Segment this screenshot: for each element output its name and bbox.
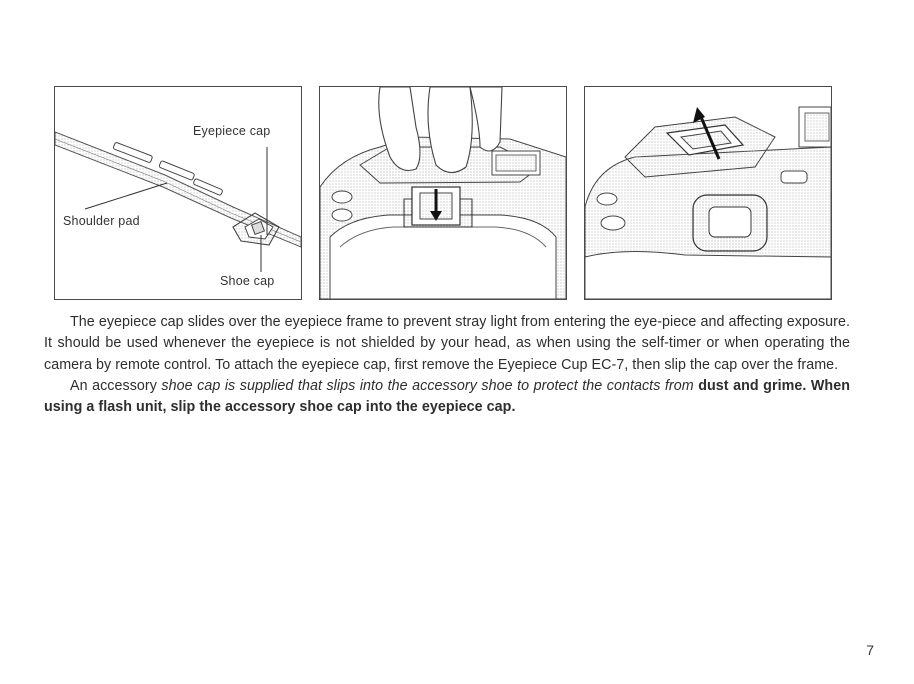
shoulder-pad-label: Shoulder pad (63, 214, 140, 228)
body-text (44, 312, 850, 418)
eyepiece-cap-in-place-illustration (584, 86, 832, 300)
eyepiece-cap-label: Eyepiece cap (193, 124, 271, 138)
shoulder-pad-leader (85, 183, 167, 209)
paragraph2-italic: shoe cap is supplied that slips into the accessory shoe to protect the contacts from (161, 377, 694, 394)
attach-drawing (320, 87, 566, 299)
strap-drawing (55, 87, 301, 299)
page-number: 7 (866, 642, 874, 658)
cap-in-place-drawing (585, 87, 831, 299)
paragraph-eyepiece-cap: The eyepiece cap slides over the eyepiece frame to prevent stray light from entering the eye-piece and affecting exposure. It should be used whenever the eyepiece is not shielded by your head, as when using the self-timer or when operating the camera by remote control. To attach the eyepiece cap, first remove the Eyepiece Cup EC-7, then slip the cap over the frame. (44, 314, 850, 373)
attach-eyepiece-cap-illustration (319, 86, 567, 300)
paragraph-shoe-cap (44, 376, 850, 419)
shoe-cap-label: Shoe cap (220, 274, 275, 288)
paragraph2-start: An accessory (70, 377, 157, 394)
strap-illustration (54, 86, 302, 300)
paragraph2-bold: dust and grime. When using a flash unit, slip the accessory shoe cap into the eyepiece cap. (44, 377, 850, 416)
